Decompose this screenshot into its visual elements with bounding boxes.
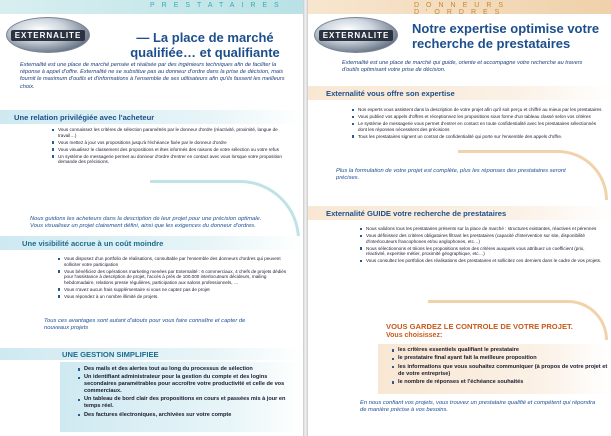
list-item: Nous validons tous les prestataires présents sur la place de marché : structures existantes, réactives et pérennes <box>360 226 604 232</box>
intro-text: Externalité est une place de marché pensée et réalisée par des ingénieurs techniques afin de faciliter la réponse à appel d'offre. Externalité ne se substitue pas au donneur d'ordre dans la prise de décision, mais fournit le maximum d'outils et d'informations à l'ensemble de ses utilisateurs afin qu'ils fassent les meilleurs choix. <box>20 62 285 90</box>
decorative-arch <box>150 180 300 240</box>
controle-list <box>392 347 608 387</box>
visibility-list <box>58 256 294 301</box>
page-prestataires <box>0 0 303 436</box>
section-heading-guide: Externalité GUIDE votre recherche de prestataires <box>326 209 507 218</box>
page-title: — La place de marché qualifiée… et qualifiante <box>130 30 280 60</box>
list-item: Le système de messagerie vous permet d'entrer en contact en toute confidentialité avec les prestataires sélectionnés dont les réponses nécessitent des précisions <box>352 121 602 132</box>
band-label: PRESTATAIRES <box>150 2 286 9</box>
header-band <box>0 0 303 14</box>
list-item: Vous disposez d'un portfolio de réalisations, consultable par l'ensemble des donneurs d'ordres qui peuvent solliciter votre participation <box>58 256 294 267</box>
list-item: Vous bénéficiez des opérations marketing menées par Externalité : 6 commerciaux, 4 chefs de projets dédiés pour l'assistance à description de projet, l'accès à près de 100.000 interlocuteurs décideurs, mailing hebdomadaire, relations presse régulières, participation aux salons professionnels, … <box>58 269 294 286</box>
advantages-text: Tous ces avantages sont autant d'atouts pour vous faire connaître et capter de nouveaux projets <box>44 318 246 332</box>
list-item: Nous sélectionnons et triions les propositions selon des critères auxquels vous attribuez un coefficient (prix, réactivité, expertise métier, proximité géographique, etc…) <box>360 246 604 257</box>
list-item: Vous définissez des critères obligatoires filtrant les prestataires (capacité d'intervention sur site, disponibilité d'interlocuteurs francophones et/ou anglophones, etc…) <box>360 233 604 244</box>
intro-text: Externalité est une place de marché qui guide, oriente et accompagne votre recherche au travers d'outils optimisant votre prise de décision. <box>342 60 583 74</box>
relation-list <box>52 127 292 166</box>
controle-subtitle: Vous choisissez: <box>386 332 443 339</box>
list-item: les informations que vous souhaitez communiquer (à propos de votre projet et de votre entreprise) <box>392 364 608 378</box>
list-item: Vous n'avez aucun frais supplémentaire si vous ne captez pas de projet <box>58 287 294 293</box>
section-heading-relation: Une relation privilégiée avec l'acheteur <box>14 113 155 122</box>
list-item: Vous visualisez le classement des propositions et êtes informés des raisons de votre sélection ou votre refus <box>52 147 292 153</box>
closing-text: En nous confiant vos projets, vous trouvez un prestataire qualifié et compétent qui répondra de manière précise à vos besoins. <box>360 400 596 414</box>
externalite-logo <box>314 17 398 53</box>
band-label: DONNEURS D'ORDRES <box>414 2 511 16</box>
list-item: le prestataire final ayant fait la meilleure proposition <box>392 355 608 362</box>
list-item: Tous les prestataires signent un contrat de confidentialité qui porte sur l'ensemble des appels d'offre. <box>352 134 602 140</box>
header-band <box>308 0 611 14</box>
list-item: Des mails et des alertes tout au long du processus de sélection <box>78 366 300 373</box>
logo-text: EXTERNALITE <box>11 30 86 41</box>
section-heading-gestion: UNE GESTION SIMPLIFIEE <box>62 350 159 359</box>
expertise-list <box>352 107 602 141</box>
section-heading-expertise: Externalité vous offre son expertise <box>326 89 455 98</box>
list-item: Un tableau de bord clair des propositions en cours et passées mis à jour en temps réel. <box>78 396 300 410</box>
list-item: Nos experts vous assistent dans la description de votre projet afin qu'il soit perçu et chiffré au mieux par les prestataires <box>352 107 602 113</box>
list-item: Vous répondez à un nombre illimité de projets. <box>58 294 294 300</box>
list-item: les critères essentiels qualifiant le prestataire <box>392 347 608 354</box>
section-heading-visibility: Une visibilité accrue à un coût moindre <box>22 239 164 248</box>
list-item: Vous publiez vos appels d'offres et réceptionnez les propositions sous forme d'un tableau classé selon vos critères <box>352 114 602 120</box>
logo-text: EXTERNALITE <box>319 30 394 41</box>
page-title: Notre expertise optimise votre recherche de prestataires <box>412 21 600 51</box>
list-item: le nombre de réponses et l'échéance souhaités <box>392 379 608 386</box>
externalite-logo <box>6 17 90 53</box>
list-item: Vous consultez les portfolios des réalisations des prestataires et sollicitez ces derniers dans le cadre de vos projets. <box>360 258 604 264</box>
list-item: Un identifiant administrateur pour la gestion du compte et des logins secondaires paramétrables pour accroître votre productivité et celle de vos commerciaux. <box>78 374 300 394</box>
formulation-text: Plus la formulation de votre projet est complète, plus les réponses des prestataires seront précises. <box>336 168 566 182</box>
list-item: Des factures électroniques, archivées sur votre compte <box>78 412 300 419</box>
controle-title: VOUS GARDEZ LE CONTROLE DE VOTRE PROJET. <box>386 322 573 331</box>
list-item: Un système de messagerie permet au donneur d'ordre d'entrer en contact avec vous lorsque votre proposition demande des précisions. <box>52 154 292 165</box>
guide-list <box>360 226 604 265</box>
page-donneurs-ordres <box>308 0 611 436</box>
gestion-list <box>78 366 300 420</box>
section-heading-controle <box>386 322 606 340</box>
guidance-text: Nous guidons les acheteurs dans la description de leur projet pour une précision optimale. Vous visualisez un projet clairement défini, ainsi que les exigences du donneur d'ordres. <box>30 216 262 230</box>
list-item: Vous mettez à jour vos propositions jusqu'à l'échéance fixée par le donneur d'ordre <box>52 140 292 146</box>
list-item: Vous connaissez les critères de sélection paramétrés par le donneur d'ordre (réactivité, proximité, langue de travail…) <box>52 127 292 138</box>
